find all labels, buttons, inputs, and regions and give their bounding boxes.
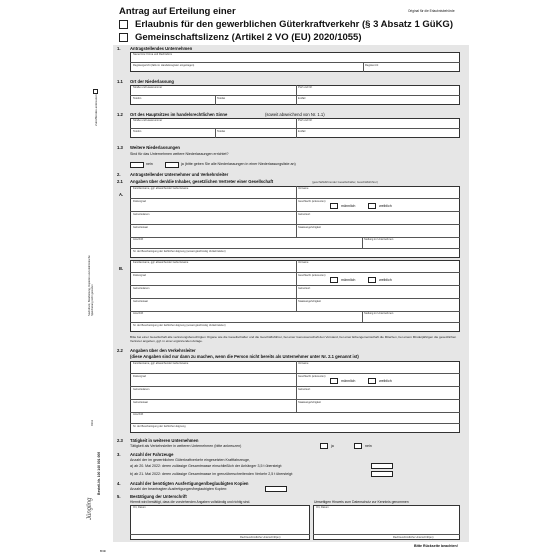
b-weiblich-checkbox[interactable] — [368, 277, 376, 283]
s5-right-note: Umseitigen Hinweis zum Datenschutz zur Kenntnis genommen — [314, 500, 409, 504]
a-geburtsstaat: Geburtsstaat — [133, 226, 148, 229]
s3-num: 3. — [117, 452, 121, 457]
s1-name-label: Name bzw. Firma und Rechtsform — [133, 53, 173, 56]
s2-title: Antragstellender Unternehmer und Verkehrsleiter — [130, 172, 229, 177]
b-geburtsdatum: Geburtsdatum — [133, 287, 150, 290]
s21-footnote: Bitte bei einer Gesellschaft alle vertretungsberechtigten Organe wie die Gesellschafter und die Geschäftsführer, bei einer Genossenschaft den Vorstand, bei einer Erbengemeinschaft die Miterben, bei einem Minderjährigen die gesetzlichen Vertreter angeben, ggf. in einer ergänzenden Anlage. — [130, 335, 457, 343]
s11-plz-label: PLZ und Ort — [298, 86, 313, 89]
vl-geburtsort: Geburtsort — [298, 388, 311, 391]
a-stellung: Stellung im Unternehmen — [364, 238, 394, 241]
vl-maennlich-checkbox[interactable] — [330, 378, 338, 384]
s3-b-field[interactable] — [371, 471, 393, 477]
vl-geburtsstaat: Geburtsstaat — [133, 401, 148, 404]
s3-a: a) ab 20. Mai 2022: deren zulässige Gesamtmasse einschließlich der Anhänger 3,5 t übersteigt: — [130, 464, 283, 468]
original-note: Original für die Erlaubnisbehörde — [408, 9, 455, 13]
a-geburtsdatum: Geburtsdatum — [133, 213, 150, 216]
s21-num: 2.1 — [117, 179, 123, 184]
a-weiblich-checkbox[interactable] — [368, 203, 376, 209]
s3-a-field[interactable] — [371, 463, 393, 469]
s13-nein-checkbox[interactable] — [130, 162, 144, 168]
a-maennlich-checkbox[interactable] — [330, 203, 338, 209]
s2-num: 2. — [117, 172, 121, 177]
s1-title: Antragstellendes Unternehmen — [130, 46, 193, 51]
s1-register-nr-label: Register-Nr. — [365, 64, 379, 67]
s12-email-label: E-Mail — [298, 130, 306, 133]
s23-ja-label: ja — [331, 444, 334, 448]
a-geburtsort: Geburtsort — [298, 213, 311, 216]
s12-telefax-label: Telefax — [217, 130, 226, 133]
back-note: Bitte Rückseite beachten! — [414, 544, 458, 548]
b-maennlich-label: männlich — [341, 278, 356, 282]
s5-ort-datum-left: Ort, Datum — [133, 506, 146, 509]
s11-telefon-label: Telefon — [133, 97, 142, 100]
b-geburtsort: Geburtsort — [298, 287, 311, 290]
vl-geschlecht: Geschlecht (ankreuzen) — [298, 375, 326, 378]
b-stellung: Stellung im Unternehmen — [364, 312, 394, 315]
s23-ja-checkbox[interactable] — [320, 443, 328, 449]
version: 0111 — [90, 419, 94, 426]
s13-ja-label: ja (bitte geben Sie alle Niederlassungen in einer Niederlassungsliste an) — [181, 162, 296, 166]
a-vorname: Vorname — [298, 187, 309, 190]
s11-num: 1.1 — [117, 79, 123, 84]
s4-title: Anzahl der benötigten Ausfertigungen/beglaubigten Kopien — [130, 481, 249, 486]
a-familienname: Familienname, ggf. abweichender Geburtsname — [133, 187, 189, 190]
a-maennlich-label: männlich — [341, 204, 356, 208]
vl-bescheinigung: Nr. der Bescheinigung der fachlichen Eignung — [133, 425, 186, 428]
b-staatsangehoerigkeit: Staatsangehörigkeit — [298, 300, 321, 303]
s12-title-note: (soweit abweichend von Nr. 1.1) — [265, 112, 325, 117]
s13-title: Weitere Niederlassungen — [130, 145, 180, 150]
b-doktorgrad: Doktorgrad — [133, 274, 146, 277]
s23-num: 2.3 — [117, 438, 123, 443]
s5-unterschrift-right: Rechtsverbindliche Unterschrift(en) — [393, 536, 434, 539]
s4-field[interactable] — [265, 486, 287, 492]
s3-b: b) ab 21. Mai 2022: deren zulässige Gesamtmasse im grenzüberschreitenden Verkehr 2,5 t übersteigt: — [130, 472, 294, 476]
vl-maennlich-label: männlich — [341, 379, 356, 383]
b-geburtsstaat: Geburtsstaat — [133, 300, 148, 303]
vl-weiblich-label: weiblich — [379, 379, 392, 383]
vl-familienname: Familienname, ggf. abweichender Geburtsname — [133, 362, 189, 365]
a-staatsangehoerigkeit: Staatsangehörigkeit — [298, 226, 321, 229]
block-b-label: B. — [119, 266, 124, 271]
b-weiblich-label: weiblich — [379, 278, 392, 282]
s13-num: 1.3 — [117, 145, 123, 150]
s4-line: Anzahl der beantragten Ausfertigungen/beglaubigten Kopien: — [130, 487, 228, 491]
s5-ort-datum-right: Ort, Datum — [316, 506, 329, 509]
b-maennlich-checkbox[interactable] — [330, 277, 338, 283]
s5-title: Bestätigung der Unterschrift — [130, 494, 187, 499]
publisher-text: Nachdruck, Bearbeitung, Kopieren und elektronische Speicherung nicht gestattet — [88, 255, 94, 316]
s21-title: Angaben über den/die Inhaber, gesetzlichen Vertreter einer Gesellschaft — [130, 179, 274, 184]
header-line2: Erlaubnis für den gewerblichen Güterkraftverkehr (§ 3 Absatz 1 GüKG) — [135, 19, 453, 30]
header-line3: Gemeinschaftslizenz (Artikel 2 VO (EU) 2020/1055) — [135, 32, 362, 43]
checkbox-erlaubnis[interactable] — [119, 20, 128, 29]
s12-telefon-label: Telefon — [133, 130, 142, 133]
vl-anschrift: Anschrift — [133, 413, 144, 416]
s21-note: (geschäftsführender Gesellschafter, Geschäftsführer) — [312, 180, 378, 184]
s11-street-label: Straße und Hausnummer — [133, 86, 163, 89]
a-anschrift: Anschrift — [133, 238, 144, 241]
left-margin — [0, 0, 113, 560]
s5-unterschrift-left: Rechtsverbindliche Unterschrift(en) — [240, 536, 281, 539]
s12-street-label: Straße und Hausnummer — [133, 119, 163, 122]
s5-line: Hiermit wird bestätigt, dass die vorstehenden Angaben vollständig und richtig sind. — [130, 500, 251, 504]
b-bescheinigung: Nr. der Bescheinigung der fachlichen Eignung (soweit gleichzeitig Verkehrsleiter) — [133, 324, 226, 327]
s12-title: Ort des Hauptsitzes im handelsrechtlichen Sinne — [130, 112, 228, 117]
s23-nein-checkbox[interactable] — [354, 443, 362, 449]
entry-note: Zutreffendes ankreuzen — [94, 94, 98, 126]
s13-ja-checkbox[interactable] — [165, 162, 179, 168]
s11-email-label: E-Mail — [298, 97, 306, 100]
s23-title: Tätigkeit in weiteren Unternehmen — [130, 438, 199, 443]
s12-plz-label: PLZ und Ort — [298, 119, 313, 122]
s12-num: 1.2 — [117, 112, 123, 117]
s4-num: 4. — [117, 481, 121, 486]
s23-question: Tätigkeit als Verkehrsleiter in weiteren Unternehmen (bitte ankreuzen) — [130, 444, 242, 448]
s3-line1: Anzahl der im gewerblichen Güterkraftverkehr eingesetzten Kraftfahrzeuge, — [130, 458, 251, 462]
header-line1: Antrag auf Erteilung einer — [119, 6, 236, 17]
a-bescheinigung: Nr. der Bescheinigung der fachlichen Eignung (soweit gleichzeitig Verkehrsleiter) — [133, 250, 226, 253]
vl-vorname: Vorname — [298, 362, 309, 365]
b-geschlecht: Geschlecht (ankreuzen) — [298, 274, 326, 277]
b-anschrift: Anschrift — [133, 312, 144, 315]
vl-staatsangehoerigkeit: Staatsangehörigkeit — [298, 401, 321, 404]
vl-geburtsdatum: Geburtsdatum — [133, 388, 150, 391]
footer-code: B/4h — [100, 549, 107, 553]
order-label: Bestell-Nr. 100 140 001 006 — [97, 451, 101, 495]
s13-nein-label: nein — [146, 162, 153, 166]
b-familienname: Familienname, ggf. abweichender Geburtsname — [133, 261, 189, 264]
b-vorname: Vorname — [298, 261, 309, 264]
s3-title: Anzahl der Fahrzeuge — [130, 452, 174, 457]
s5-num: 5. — [117, 494, 121, 499]
block-a-label: A. — [119, 192, 124, 197]
s1-register-label: Registergericht (falls im Handelsregister eingetragen) — [133, 64, 195, 67]
s13-question: Sind für das Unternehmen weitere Niederlassungen errichtet? — [130, 152, 229, 156]
a-doktorgrad: Doktorgrad — [133, 200, 146, 203]
s11-telefax-label: Telefax — [217, 97, 226, 100]
s23-nein-label: nein — [365, 444, 372, 448]
s22-subtitle: (diese Angaben sind nur dann zu machen, wenn die Person nicht bereits als Unternehmer unter Nr. 2.1 genannt ist) — [130, 354, 359, 359]
vl-weiblich-checkbox[interactable] — [368, 378, 376, 384]
checkbox-gemeinschaftslizenz[interactable] — [119, 33, 128, 42]
s22-num: 2.2 — [117, 348, 123, 353]
s22-title: Angaben über den Verkehrsleiter — [130, 348, 196, 353]
vl-doktorgrad: Doktorgrad — [133, 375, 146, 378]
publisher-logo: Jüngling — [87, 497, 93, 520]
s11-title: Ort der Niederlassung — [130, 79, 174, 84]
a-weiblich-label: weiblich — [379, 204, 392, 208]
s1-num: 1. — [117, 46, 121, 51]
a-geschlecht: Geschlecht (ankreuzen) — [298, 200, 326, 203]
